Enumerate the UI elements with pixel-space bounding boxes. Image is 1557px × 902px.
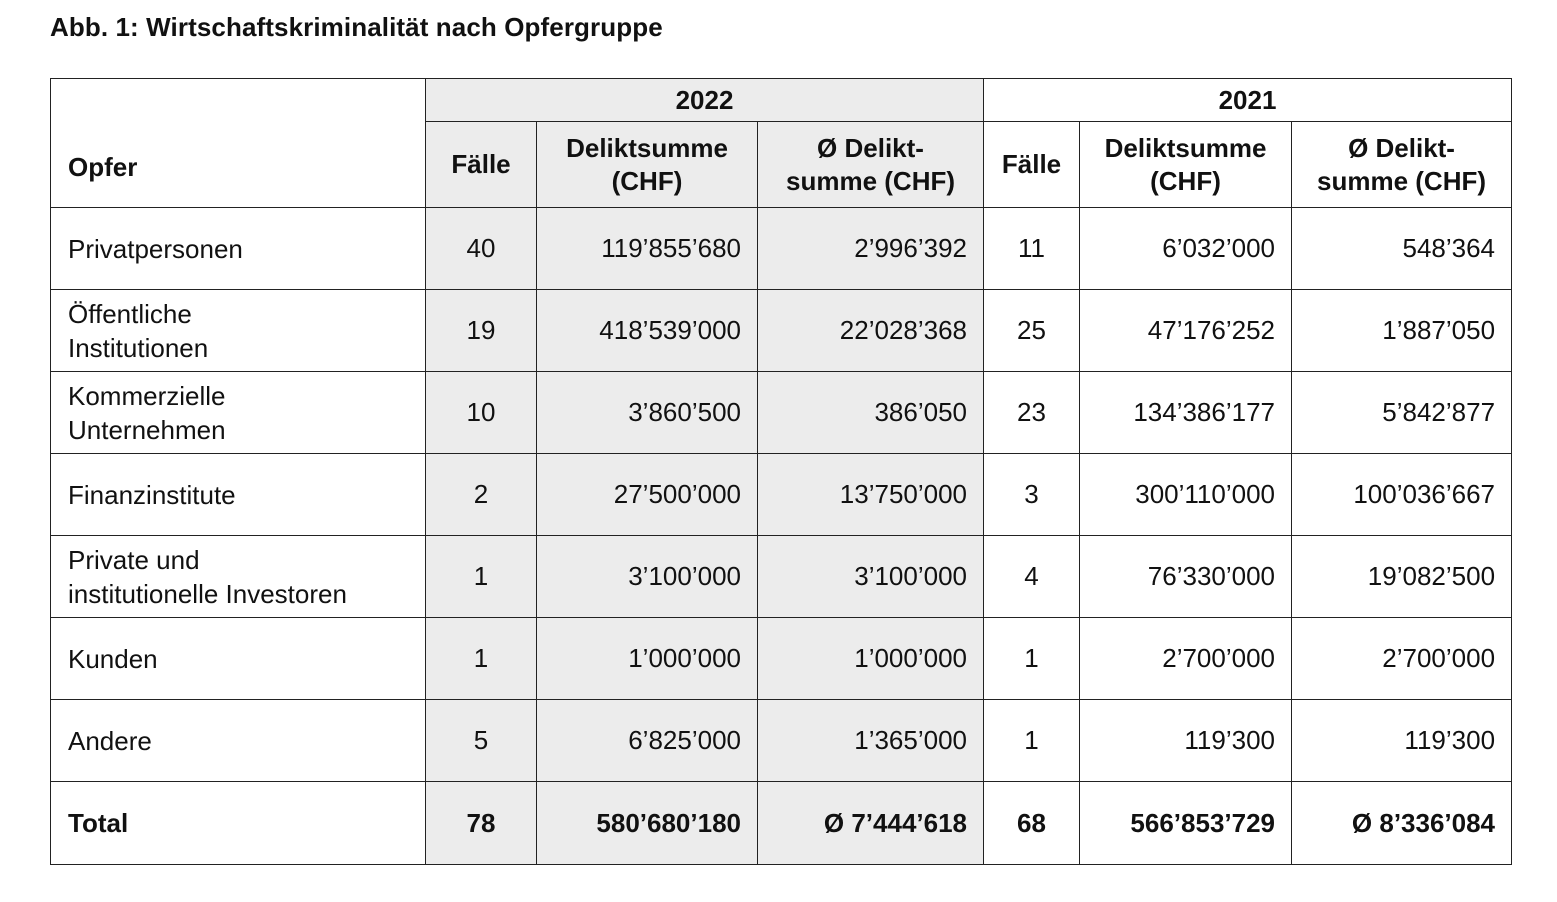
table-row <box>51 454 1512 536</box>
year-2021-header: 2021 <box>984 79 1512 122</box>
total-row <box>51 782 1512 865</box>
avg-deliktsumme-2021-header: Ø Delikt- summe (CHF) <box>1292 122 1512 208</box>
total-label: Total <box>51 782 426 865</box>
faelle-2021-cell: 3 <box>984 454 1080 536</box>
faelle-2021-cell: 4 <box>984 536 1080 618</box>
opfer-label: Finanzinstitute <box>51 454 426 536</box>
deliktsumme-2021-cell: 47’176’252 <box>1080 290 1292 372</box>
avg-deliktsumme-2021-cell: 5’842’877 <box>1292 372 1512 454</box>
avg-deliktsumme-2021-cell: 100’036’667 <box>1292 454 1512 536</box>
table-row <box>51 536 1512 618</box>
faelle-2022-cell: 5 <box>426 700 537 782</box>
avg-deliktsumme-2021-cell: 119’300 <box>1292 700 1512 782</box>
deliktsumme-2021-header: Deliktsumme (CHF) <box>1080 122 1292 208</box>
total-deliktsumme-2021: 566’853’729 <box>1080 782 1292 865</box>
table-row <box>51 700 1512 782</box>
total-faelle-2021: 68 <box>984 782 1080 865</box>
avg-deliktsumme-2022-cell: 1’365’000 <box>758 700 984 782</box>
deliktsumme-2022-cell: 3’100’000 <box>537 536 758 618</box>
total-deliktsumme-2022: 580’680’180 <box>537 782 758 865</box>
avg-deliktsumme-2021-cell: 2’700’000 <box>1292 618 1512 700</box>
avg-deliktsumme-2021-cell: 1’887’050 <box>1292 290 1512 372</box>
opfer-label: Öffentliche Institutionen <box>51 290 426 372</box>
opfer-label: Private und institutionelle Investoren <box>51 536 426 618</box>
deliktsumme-2021-cell: 2’700’000 <box>1080 618 1292 700</box>
avg-deliktsumme-2022-cell: 1’000’000 <box>758 618 984 700</box>
opfer-label: Kommerzielle Unternehmen <box>51 372 426 454</box>
deliktsumme-2022-cell: 3’860’500 <box>537 372 758 454</box>
opfer-table <box>50 78 1512 865</box>
total-avg-deliktsumme-2021: Ø 8’336’084 <box>1292 782 1512 865</box>
table-row <box>51 618 1512 700</box>
faelle-2021-header: Fälle <box>984 122 1080 208</box>
opfer-column-header: Opfer <box>51 79 426 208</box>
deliktsumme-2022-cell: 6’825’000 <box>537 700 758 782</box>
faelle-2022-cell: 1 <box>426 618 537 700</box>
faelle-2022-header: Fälle <box>426 122 537 208</box>
opfer-label: Andere <box>51 700 426 782</box>
faelle-2021-cell: 1 <box>984 618 1080 700</box>
faelle-2022-cell: 10 <box>426 372 537 454</box>
opfer-label: Kunden <box>51 618 426 700</box>
deliktsumme-2022-header: Deliktsumme (CHF) <box>537 122 758 208</box>
faelle-2022-cell: 19 <box>426 290 537 372</box>
avg-deliktsumme-2022-cell: 13’750’000 <box>758 454 984 536</box>
deliktsumme-2022-cell: 418’539’000 <box>537 290 758 372</box>
avg-deliktsumme-2021-cell: 548’364 <box>1292 208 1512 290</box>
opfer-label: Privatpersonen <box>51 208 426 290</box>
faelle-2021-cell: 11 <box>984 208 1080 290</box>
table-body <box>51 208 1512 865</box>
year-2022-header: 2022 <box>426 79 984 122</box>
faelle-2022-cell: 40 <box>426 208 537 290</box>
table-row <box>51 208 1512 290</box>
faelle-2022-cell: 2 <box>426 454 537 536</box>
deliktsumme-2022-cell: 1’000’000 <box>537 618 758 700</box>
faelle-2021-cell: 1 <box>984 700 1080 782</box>
avg-deliktsumme-2022-cell: 22’028’368 <box>758 290 984 372</box>
avg-deliktsumme-2022-cell: 386’050 <box>758 372 984 454</box>
avg-deliktsumme-2022-cell: 2’996’392 <box>758 208 984 290</box>
figure-title: Abb. 1: Wirtschaftskriminalität nach Opfergruppe <box>50 12 663 42</box>
deliktsumme-2021-cell: 134’386’177 <box>1080 372 1292 454</box>
avg-deliktsumme-2021-cell: 19’082’500 <box>1292 536 1512 618</box>
table-row <box>51 290 1512 372</box>
deliktsumme-2021-cell: 119’300 <box>1080 700 1292 782</box>
deliktsumme-2021-cell: 76’330’000 <box>1080 536 1292 618</box>
table-row <box>51 372 1512 454</box>
total-faelle-2022: 78 <box>426 782 537 865</box>
avg-deliktsumme-2022-header: Ø Delikt- summe (CHF) <box>758 122 984 208</box>
deliktsumme-2022-cell: 27’500’000 <box>537 454 758 536</box>
deliktsumme-2021-cell: 6’032’000 <box>1080 208 1292 290</box>
faelle-2021-cell: 25 <box>984 290 1080 372</box>
total-avg-deliktsumme-2022: Ø 7’444’618 <box>758 782 984 865</box>
faelle-2022-cell: 1 <box>426 536 537 618</box>
faelle-2021-cell: 23 <box>984 372 1080 454</box>
deliktsumme-2022-cell: 119’855’680 <box>537 208 758 290</box>
deliktsumme-2021-cell: 300’110’000 <box>1080 454 1292 536</box>
avg-deliktsumme-2022-cell: 3’100’000 <box>758 536 984 618</box>
